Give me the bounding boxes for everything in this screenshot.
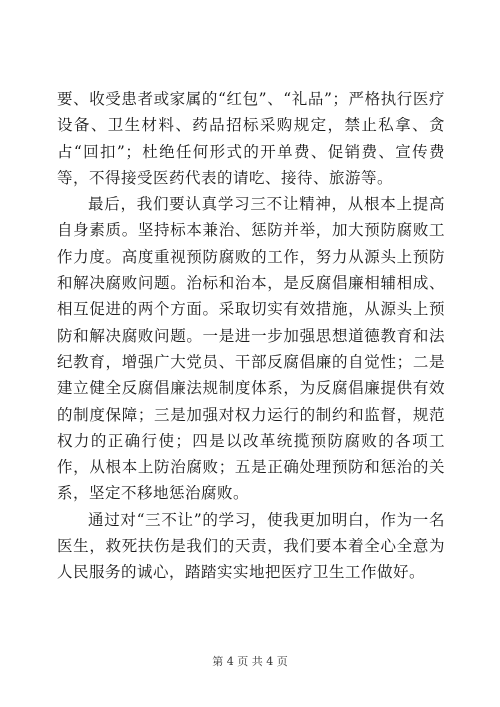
document-body xyxy=(57,86,445,586)
paragraph-anti-corruption-measures: 最后，我们要认真学习三不让精神，从根本上提高自身素质。坚持标本兼治、惩防并举，加大预防腐败工作力度。高度重视预防腐败的工作，努力从源头上预防和解决腐败问题。治标和治本，是反腐倡廉相辅相成、相互促进的两个方面。采取切实有效措施，从源头上预防和解决腐败问题。一是进一步加强思想道德教育和法纪教育，增强广大党员、干部反腐倡廉的自觉性；二是建立健全反腐倡廉法规制度体系，为反腐倡廉提供有效的制度保障；三是加强对权力运行的制约和监督，规范权力的正确行使；四是以改革统揽预防腐败的各项工作，从根本上防治腐败；五是正确处理预防和惩治的关系，坚定不移地惩治腐败。 xyxy=(57,195,445,503)
page-number-footer: 第 4 页 共 4 页 xyxy=(212,655,288,668)
paragraph-continuation: 要、收受患者或家属的“红包”、“礼品”；严格执行医疗设备、卫生材料、药品招标采购规定，禁止私拿、贪占“回扣”；杜绝任何形式的开单费、促销费、宣传费等，不得接受医药代表的请吃、接待、旅游等。 xyxy=(57,90,445,187)
paragraph-conclusion: 通过对“三不让”的学习，使我更加明白，作为一名医生，救死扶伤是我们的天责，我们要本着全心全意为人民服务的诚心，踏踏实实地把医疗卫生工作做好。 xyxy=(57,510,445,582)
